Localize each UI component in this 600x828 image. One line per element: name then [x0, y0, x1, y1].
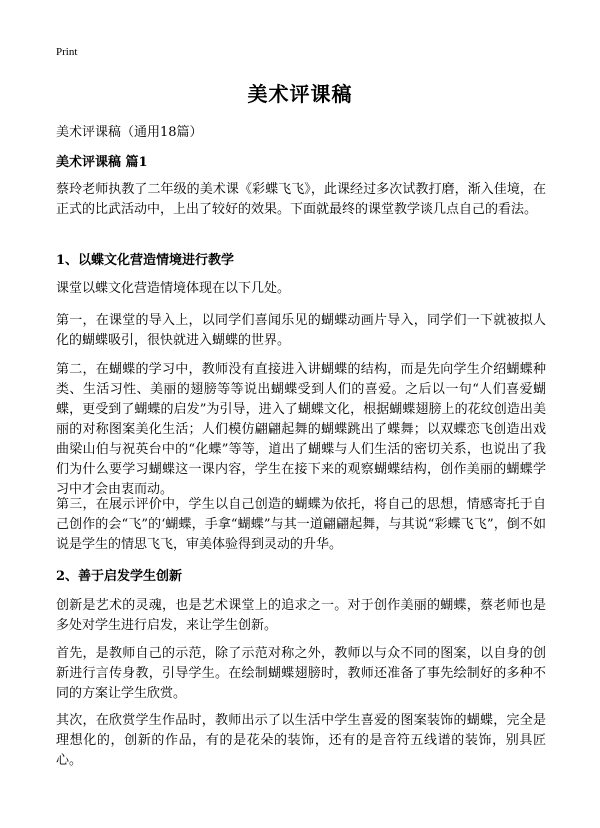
section-heading-2: 2、善于启发学生创新	[56, 569, 183, 584]
paragraph-section1-lead: 课堂以蝶文化营造情境体现在以下几处。	[56, 281, 291, 296]
paragraph-first: 第一，在课堂的导入上，以同学们喜闻乐见的蝴蝶动画片导入，同学们一下就被拟人化的蝴蝶吸引，很快就进入蝴蝶的世界。	[56, 313, 546, 348]
article-heading: 美术评课稿 篇1	[56, 155, 148, 170]
document-subtitle: 美术评课稿（通用18篇）	[56, 125, 203, 140]
section-heading-1: 1、以蝶文化营造情境进行教学	[56, 253, 235, 268]
paragraph-secondly: 其次，在欣赏学生作品时，教师出示了以生活中学生喜爱的图案装饰的蝴蝶，完全是理想化的，创新的作品，有的是花朵的装饰，还有的是音符五线谱的装饰，别具匠心。	[56, 713, 546, 768]
paragraph-third: 第三，在展示评价中，学生以自己创造的蝴蝶为依托，将自己的思想，情感寄托于自己创作的会“飞”的‘蝴蝶，手拿“蝴蝶”与其一道翩翩起舞，与其说“彩蝶飞飞”，倒不如说是学生的情思飞飞，审美体验得到灵动的升华。	[56, 497, 546, 552]
paragraph-intro: 蔡玲老师执教了二年级的美术课《彩蝶飞飞》，此课经过多次试教打磨，渐入佳境，在正式的比武活动中，上出了较好的效果。下面就最终的课堂教学谈几点自己的看法。	[56, 182, 546, 217]
paragraph-second: 第二，在蝴蝶的学习中，教师没有直接进入讲蝴蝶的结构，而是先向学生介绍蝴蝶种类、生活习性、美丽的翅膀等等说出蝴蝶受到人们的喜爱。之后以一句“人们喜爱蝴蝶，更受到了蝴蝶的启发”为引导，进入了蝴蝶文化，根据蝴蝶翅膀上的花纹创造出美丽的对称图案美化生活；人们模仿翩翩起舞的蝴蝶跳出了蝶舞；以双蝶恋飞创造出戏曲梁山伯与祝英台中的“化蝶”等等，道出了蝴蝶与人们生活的密切关系，也说出了我们为什么要学习蝴蝶这一课内容，学生在接下来的观察蝴蝶结构，创作美丽的蝴蝶学习中才会由衷而动。	[56, 362, 546, 497]
document-title: 美术评课稿	[247, 82, 353, 106]
print-label[interactable]: Print	[56, 46, 78, 58]
paragraph-firstly: 首先，是教师自己的示范，除了示范对称之外，教师以与众不同的图案，以自身的创新进行言传身教，引导学生。在绘制蝴蝶翅膀时，教师还准备了事先绘制好的多种不同的方案让学生欣赏。	[56, 646, 546, 701]
paragraph-section2-lead: 创新是艺术的灵魂，也是艺术课堂上的追求之一。对于创作美丽的蝴蝶，蔡老师也是多处对学生进行启发，来让学生创新。	[56, 598, 546, 633]
